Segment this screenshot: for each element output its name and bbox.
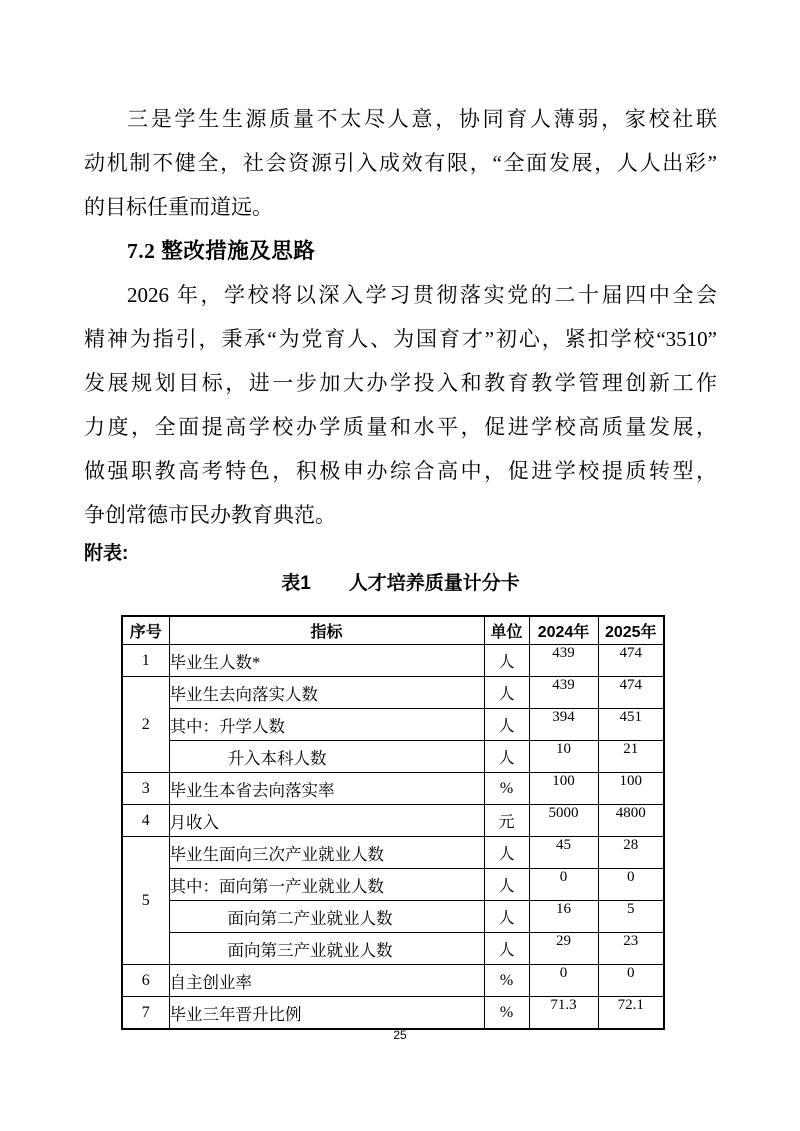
cell-indicator: 其中：升学人数 [169,709,484,741]
cell-indicator: 其中：面向第一产业就业人数 [169,869,484,901]
cell-value: 16 [529,901,598,933]
table-row [122,773,664,805]
cell-value: 21 [598,741,664,773]
table-caption-number: 表1 [281,573,311,594]
text-line: 发展规划目标，进一步加大办学投入和教育教学管理创新工作 [84,371,717,395]
cell-value: 100 [598,773,664,805]
cell-value: 28 [598,837,664,869]
cell-indicator: 毕业生本省去向落实率 [169,773,484,805]
cell-value: 10 [529,741,598,773]
cell-value: 439 [529,677,598,709]
text-line: 力度，全面提高学校办学质量和水平，促进学校高质量发展， [84,415,717,439]
cell-value: 394 [529,709,598,741]
section-heading-7-2: 7.2 整改措施及思路 [127,239,316,263]
cell-unit: % [484,773,529,805]
column-header: 单位 [484,616,529,645]
cell-seq: 6 [122,965,169,997]
table-row [122,677,664,709]
table-row [122,901,664,933]
cell-value: 0 [529,869,598,901]
cell-indicator: 月收入 [169,805,484,837]
cell-seq: 1 [122,645,169,677]
text-line: 争创常德市民办教育典范。 [84,503,336,527]
cell-value: 5 [598,901,664,933]
cell-unit: 人 [484,741,529,773]
cell-seq: 7 [122,997,169,1030]
text-line: 三是学生生源质量不太尽人意，协同育人薄弱，家校社联 [127,107,717,131]
paragraph-source-quality [84,97,717,229]
text-line: 动机制不健全，社会资源引入成效有限，“全面发展，人人出彩” [84,151,717,175]
cell-unit: 人 [484,709,529,741]
cell-value: 451 [598,709,664,741]
cell-unit: 人 [484,933,529,965]
cell-value: 474 [598,677,664,709]
cell-indicator: 毕业生面向三次产业就业人数 [169,837,484,869]
column-header: 2024年 [529,616,598,645]
score-table-body [122,645,664,1030]
cell-indicator: 自主创业率 [169,965,484,997]
header-row [122,616,664,645]
column-header: 序号 [122,616,169,645]
text-line: 2026 年，学校将以深入学习贯彻落实党的二十届四中全会 [127,283,717,307]
cell-unit: 人 [484,677,529,709]
cell-unit: 人 [484,837,529,869]
text-line: 精神为指引，秉承“为党育人、为国育才”初心，紧扣学校“3510” [84,327,717,351]
cell-unit: % [484,965,529,997]
cell-indicator: 面向第二产业就业人数 [169,901,484,933]
cell-value: 439 [529,645,598,677]
cell-seq: 2 [122,677,169,773]
table-row [122,869,664,901]
cell-unit: 人 [484,645,529,677]
cell-value: 71.3 [529,997,598,1030]
score-table-header [122,616,664,645]
cell-indicator: 毕业生去向落实人数 [169,677,484,709]
table-caption-title: 人才培养质量计分卡 [348,573,520,594]
cell-value: 72.1 [598,997,664,1030]
cell-value: 0 [598,965,664,997]
cell-value: 5000 [529,805,598,837]
table-caption [84,569,717,599]
cell-unit: 人 [484,901,529,933]
table-row [122,805,664,837]
cell-indicator: 面向第三产业就业人数 [169,933,484,965]
column-header: 指标 [169,616,484,645]
cell-unit: % [484,997,529,1030]
cell-value: 4800 [598,805,664,837]
table-row [122,965,664,997]
appendix-label: 附表: [84,543,129,564]
page-number: 25 [393,1028,407,1042]
cell-unit: 人 [484,869,529,901]
cell-value: 29 [529,933,598,965]
cell-value: 45 [529,837,598,869]
cell-unit: 元 [484,805,529,837]
cell-indicator: 毕业三年晋升比例 [169,997,484,1030]
column-header: 2025年 [598,616,664,645]
cell-value: 0 [598,869,664,901]
table-row [122,645,664,677]
table-row [122,997,664,1030]
text-line: 的目标任重而道远。 [84,195,273,219]
text-line: 做强职教高考特色，积极申办综合高中，促进学校提质转型， [84,459,717,483]
cell-value: 474 [598,645,664,677]
paragraph-2026-plan [84,273,717,537]
cell-value: 0 [529,965,598,997]
table-row [122,741,664,773]
table-row [122,837,664,869]
table-row [122,709,664,741]
cell-seq: 3 [122,773,169,805]
cell-seq: 5 [122,837,169,965]
cell-indicator: 毕业生人数* [169,645,484,677]
table-row [122,933,664,965]
score-table [121,615,665,1030]
cell-value: 100 [529,773,598,805]
cell-seq: 4 [122,805,169,837]
cell-indicator: 升入本科人数 [169,741,484,773]
cell-value: 23 [598,933,664,965]
